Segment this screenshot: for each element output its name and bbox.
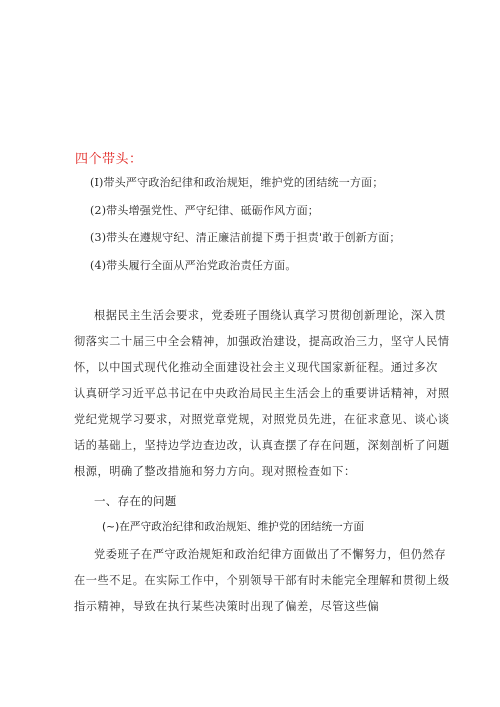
intro-line: 党纪党规学习要求，对照党章党规，对照党员先进，在征求意见、谈心谈 — [74, 413, 450, 426]
point-item: (3)带头在遵规守纪、清正廉洁前提下勇于担责'敢于创新方面； — [90, 231, 401, 244]
subsection-title: (~)在严守政治纪律和政治规矩、维护党的团结统一方面 — [102, 521, 365, 533]
point-item: (4)带头履行全面从严治党政治责任方面。 — [90, 259, 297, 272]
intro-line: 话的基础上，坚持边学边查边改，认真查摆了存在问题，深刻剖析了问题 — [74, 439, 450, 452]
point-item: (I)带头严守政治纪律和政治规矩，维护党的团结统一方面； — [90, 176, 384, 189]
heading-four-leads: 四个带头： — [75, 152, 143, 167]
section-line: 在一些不足。在实际工作中，个别领导干部有时未能完全理解和贯彻上级 — [74, 574, 450, 587]
section-title: 一、存在的问题 — [94, 494, 177, 508]
intro-line: 根据民主生活会要求，党委班子围绕认真学习贯彻创新理论，深入贯 — [94, 309, 447, 322]
intro-line: 认真研学习近平总书记在中央政治局民主生活会上的重要讲话精神，对照 — [74, 387, 450, 400]
intro-line: 根源，明确了整改措施和努力方向。现对照检查如下： — [74, 465, 356, 478]
point-item: (2)带头增强党性、严守纪律、砥砺作风方面； — [90, 204, 319, 217]
section-line: 党委班子在严守政治规矩和政治纪律方面做出了不懈努力，但仍然存 — [94, 548, 447, 561]
intro-line: 怀，以中国式现代化推动全面建设社会主义现代国家新征程。通过多次 — [74, 361, 438, 374]
intro-line: 彻落实二十届三中全会精神，加强政治建设，提高政治三力，坚守人民情 — [74, 335, 450, 348]
section-line: 指示精神，导致在执行某些决策时出现了偏差，尽管这些偏 — [74, 600, 380, 613]
